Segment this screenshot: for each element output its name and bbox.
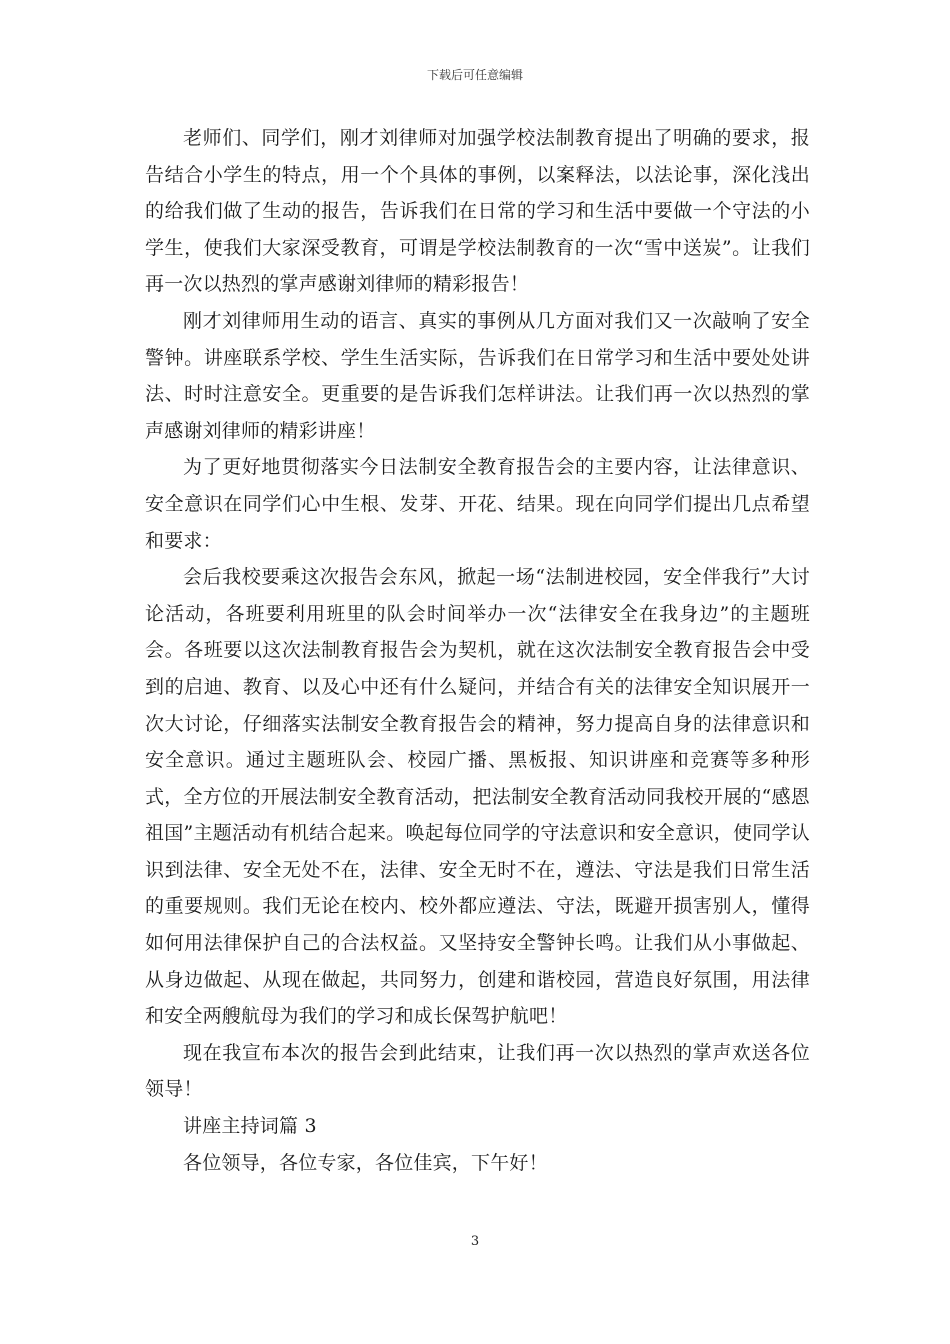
- paragraph-closing-announcement: 现在我宣布本次的报告会到此结束，让我们再一次以热烈的掌声欢送各位领导！: [145, 1041, 810, 1101]
- paragraph-greeting: 各位领导，各位专家，各位佳宾，下午好！: [183, 1151, 548, 1174]
- page-header-note: 下载后可任意编辑: [426, 68, 523, 82]
- paragraph-thanks-lecture: 刚才刘律师用生动的语言、真实的事例从几方面对我们又一次敲响了安全警钟。讲座联系学校、学生生活实际，告诉我们在日常学习和生活中要处处讲法、时时注意安全。更重要的是告诉我们怎样讲法。让我们再一次以热烈的掌声感谢刘律师的精彩讲座！: [145, 309, 810, 442]
- document-body: [145, 120, 810, 1181]
- paragraph-requirements-intro: 为了更好地贯彻落实今日法制安全教育报告会的主要内容，让法律意识、安全意识在同学们心中生根、发芽、开花、结果。现在向同学们提出几点希望和要求：: [145, 456, 810, 552]
- paragraph-activities: 会后我校要乘这次报告会东风，掀起一场“法制进校园，安全伴我行”大讨论活动，各班要利用班里的队会时间举办一次“法律安全在我身边”的主题班会。各班要以这次法制教育报告会为契机，就在这次法制安全教育报告会中受到的启迪、教育、以及心中还有什么疑问，并结合有关的法律安全知识展开一次大讨论，仔细落实法制安全教育报告会的精神，努力提高自身的法律意识和安全意识。通过主题班队会、校园广播、黑板报、知识讲座和竞赛等多种形式，全方位的开展法制安全教育活动，把法制安全教育活动同我校开展的“感恩祖国”主题活动有机结合起来。唤起每位同学的守法意识和安全意识，使同学认识到法律、安全无处不在，法律、安全无时不在，遵法、守法是我们日常生活的重要规则。我们无论在校内、校外都应遵法、守法，既避开损害别人，懂得如何用法律保护自己的合法权益。又坚持安全警钟长鸣。让我们从小事做起、从身边做起、从现在做起，共同努力，创建和谐校园，营造良好氛围，用法律和安全两艘航母为我们的学习和成长保驾护航吧！: [145, 566, 810, 1028]
- page-number: 3: [470, 1234, 480, 1249]
- section-title: 讲座主持词篇 3: [183, 1115, 317, 1138]
- paragraph-thanks-report: 老师们、同学们，刚才刘律师对加强学校法制教育提出了明确的要求，报告结合小学生的特点，用一个个具体的事例，以案释法，以法论事，深化浅出的给我们做了生动的报告，告诉我们在日常的学习和生活中要做一个守法的小学生，使我们大家深受教育，可谓是学校法制教育的一次“雪中送炭”。让我们再一次以热烈的掌声感谢刘律师的精彩报告！: [145, 127, 810, 296]
